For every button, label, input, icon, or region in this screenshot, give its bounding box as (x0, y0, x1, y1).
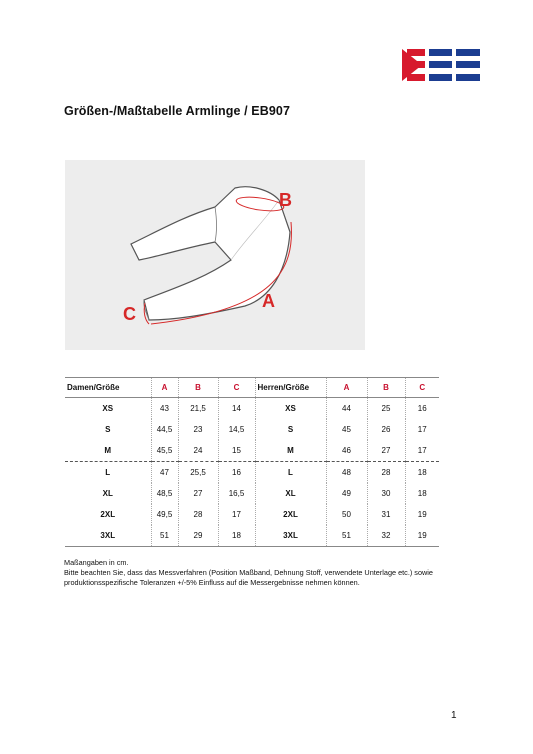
men-a: 49 (326, 483, 367, 504)
women-c: 18 (218, 525, 255, 547)
women-a: 45,5 (151, 440, 178, 462)
men-size: XL (255, 483, 326, 504)
page-number: 1 (451, 710, 457, 721)
arm-sleeve-illustration (65, 160, 365, 350)
men-b: 32 (367, 525, 405, 547)
men-b: 25 (367, 398, 405, 420)
men-b: 28 (367, 462, 405, 484)
women-b: 29 (178, 525, 218, 547)
men-b: 27 (367, 440, 405, 462)
figure-label-c: C (123, 304, 136, 324)
men-b: 30 (367, 483, 405, 504)
men-size: 2XL (255, 504, 326, 525)
women-c: 16,5 (218, 483, 255, 504)
women-b: 21,5 (178, 398, 218, 420)
table-row (65, 525, 439, 547)
header-women-c: C (218, 378, 255, 398)
figure-label-b: B (279, 190, 292, 210)
women-size: 2XL (100, 510, 116, 519)
header-men-c: C (405, 378, 439, 398)
notes-unit: Maßangaben in cm. (64, 558, 129, 567)
women-a: 43 (151, 398, 178, 420)
size-table (65, 377, 439, 547)
table-row (65, 504, 439, 525)
men-c: 16 (405, 398, 439, 420)
women-c: 16 (218, 462, 255, 484)
men-size: XS (255, 398, 326, 420)
men-a: 51 (326, 525, 367, 547)
men-size: S (255, 419, 326, 440)
women-b: 27 (178, 483, 218, 504)
men-c: 19 (405, 504, 439, 525)
men-size: 3XL (255, 525, 326, 547)
men-a: 45 (326, 419, 367, 440)
women-a: 51 (151, 525, 178, 547)
document-title: Größen-/Maßtabelle Armlinge / EB907 (64, 104, 291, 118)
men-a: 44 (326, 398, 367, 420)
men-size: M (255, 440, 326, 462)
women-size: L (105, 468, 111, 477)
figure-label-a: A (262, 291, 275, 311)
men-b: 26 (367, 419, 405, 440)
table-row (65, 419, 439, 440)
men-c: 18 (405, 462, 439, 484)
notes-disclaimer: Bitte beachten Sie, dass das Messverfahren (Position Maßband, Dehnung Stoff, verwendete Unterlage etc.) sowie produktionsspezifische Toleranzen +/-5% Einfluss auf die Messergebnisse nehmen können. (64, 568, 433, 588)
women-c: 14 (218, 398, 255, 420)
table-row (65, 483, 439, 504)
table-row (65, 440, 439, 462)
header-women-b: B (178, 378, 218, 398)
men-size: L (255, 462, 326, 484)
brand-logo-icon (402, 47, 482, 83)
women-c: 14,5 (218, 419, 255, 440)
men-c: 18 (405, 483, 439, 504)
table-header-row (65, 378, 439, 398)
women-b: 24 (178, 440, 218, 462)
header-women-size: Damen/Größe (65, 378, 151, 398)
women-size: S (105, 425, 111, 434)
header-men-a: A (326, 378, 367, 398)
women-a: 49,5 (151, 504, 178, 525)
measurement-notes (64, 558, 464, 589)
header-men-b: B (367, 378, 405, 398)
women-b: 25,5 (178, 462, 218, 484)
men-a: 48 (326, 462, 367, 484)
men-b: 31 (367, 504, 405, 525)
men-c: 17 (405, 440, 439, 462)
table-row (65, 462, 439, 484)
women-size: XS (102, 404, 114, 413)
women-a: 47 (151, 462, 178, 484)
table-row (65, 398, 439, 420)
header-women-a: A (151, 378, 178, 398)
women-size: XL (102, 489, 113, 498)
men-c: 19 (405, 525, 439, 547)
women-c: 17 (218, 504, 255, 525)
men-c: 17 (405, 419, 439, 440)
women-b: 28 (178, 504, 218, 525)
header-men-size: Herren/Größe (255, 378, 326, 398)
women-size: 3XL (65, 525, 151, 547)
women-size: M (65, 440, 151, 462)
women-b: 23 (178, 419, 218, 440)
women-c: 15 (218, 440, 255, 462)
men-a: 46 (326, 440, 367, 462)
women-a: 48,5 (151, 483, 178, 504)
women-a: 44,5 (151, 419, 178, 440)
men-a: 50 (326, 504, 367, 525)
